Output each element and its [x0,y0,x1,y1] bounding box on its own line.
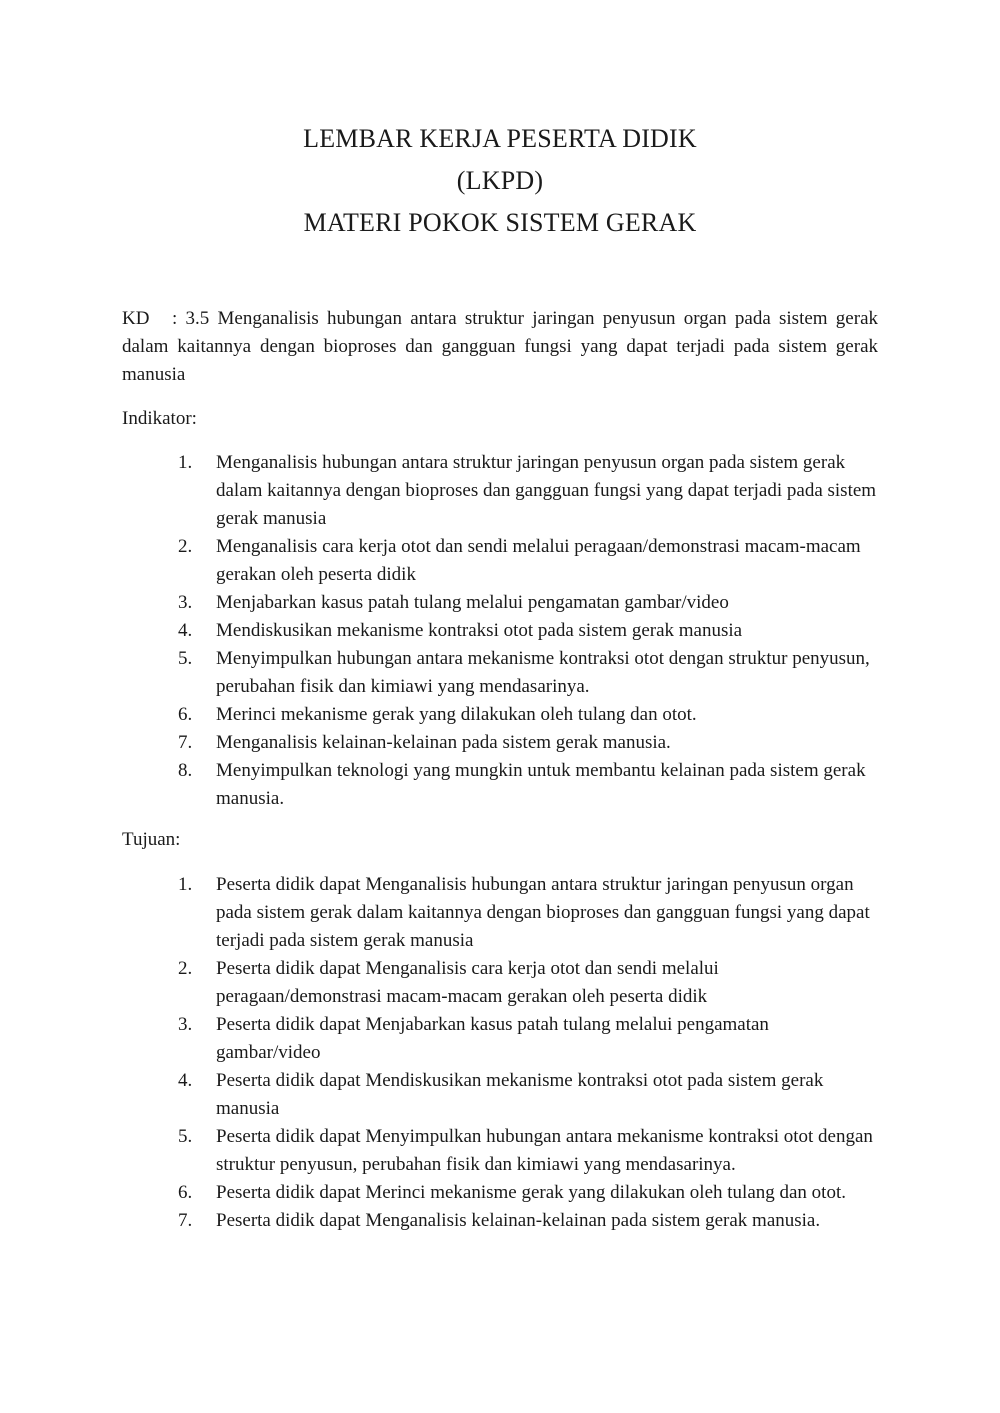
list-item-text: Peserta didik dapat Menyimpulkan hubungan antara mekanisme kontraksi otot dengan struktur penyusun, perubahan fisik dan kimiawi yang mendasarinya. [216,1126,873,1175]
list-item-number: 8. [178,760,193,781]
list-item-number: 4. [178,1070,193,1091]
kd-label: KD [122,308,150,329]
list-item [178,1207,878,1235]
tujuan-heading: Tujuan: [122,829,181,850]
list-item-number: 3. [178,592,193,613]
list-item-number: 2. [178,958,193,979]
kd-text: : 3.5 Menganalisis hubungan antara struktur jaringan penyusun organ pada sistem gerak dalam kaitannya dengan bioproses dan gangguan fungsi yang dapat terjadi pada sistem gerak manusia [122,308,878,385]
kd-paragraph [122,305,878,389]
list-item-number: 5. [178,1126,193,1147]
list-item-text: Peserta didik dapat Menjabarkan kasus patah tulang melalui pengamatan gambar/video [216,1014,769,1063]
list-item-text: Menganalisis hubungan antara struktur jaringan penyusun organ pada sistem gerak dalam kaitannya dengan bioproses dan gangguan fungsi yang dapat terjadi pada sistem gerak manusia [216,452,877,529]
list-item-number: 1. [178,874,193,895]
list-item-number: 5. [178,648,193,669]
list-item-number: 7. [178,1210,193,1231]
document-abbreviation: (LKPD) [456,166,544,195]
list-item [178,729,878,757]
list-item-number: 1. [178,452,193,473]
list-item-number: 4. [178,620,193,641]
list-item-text: Menganalisis kelainan-kelainan pada sistem gerak manusia. [216,732,671,753]
list-item-text: Peserta didik dapat Merinci mekanisme gerak yang dilakukan oleh tulang dan otot. [216,1182,846,1203]
indikator-heading: Indikator: [122,408,197,429]
list-item [178,701,878,729]
list-item-number: 3. [178,1014,193,1035]
list-item [178,645,878,701]
list-item-text: Peserta didik dapat Mendiskusikan mekanisme kontraksi otot pada sistem gerak manusia [216,1070,824,1119]
document-subject: MATERI POKOK SISTEM GERAK [303,208,697,237]
list-item [178,955,878,1011]
list-item [178,617,878,645]
list-item-text: Peserta didik dapat Menganalisis cara kerja otot dan sendi melalui peragaan/demonstrasi macam-macam gerakan oleh peserta didik [216,958,719,1007]
list-item [178,1067,878,1123]
list-item-text: Menyimpulkan teknologi yang mungkin untuk membantu kelainan pada sistem gerak manusia. [216,760,866,809]
list-item-text: Peserta didik dapat Menganalisis hubungan antara struktur jaringan penyusun organ pada sistem gerak dalam kaitannya dengan bioproses dan gangguan fungsi yang dapat terjadi pada sistem gerak manusia [216,874,870,951]
list-item [178,1123,878,1179]
document-header [0,118,1000,244]
list-item-number: 2. [178,536,193,557]
list-item-text: Peserta didik dapat Menganalisis kelainan-kelainan pada sistem gerak manusia. [216,1210,821,1231]
tujuan-list [178,871,878,1235]
list-item [178,1179,878,1207]
list-item [178,589,878,617]
list-item [178,533,878,589]
list-item [178,1011,878,1067]
list-item-text: Merinci mekanisme gerak yang dilakukan oleh tulang dan otot. [216,704,697,725]
list-item [178,757,878,813]
list-item-text: Menyimpulkan hubungan antara mekanisme kontraksi otot dengan struktur penyusun, perubahan fisik dan kimiawi yang mendasarinya. [216,648,870,697]
list-item-number: 6. [178,704,193,725]
list-item-number: 6. [178,1182,193,1203]
list-item [178,871,878,955]
list-item-text: Mendiskusikan mekanisme kontraksi otot pada sistem gerak manusia [216,620,743,641]
list-item-text: Menganalisis cara kerja otot dan sendi melalui peragaan/demonstrasi macam-macam gerakan oleh peserta didik [216,536,861,585]
list-item-text: Menjabarkan kasus patah tulang melalui pengamatan gambar/video [216,592,729,613]
document-title: LEMBAR KERJA PESERTA DIDIK [303,124,697,153]
list-item-number: 7. [178,732,193,753]
indikator-list [178,449,878,813]
list-item [178,449,878,533]
